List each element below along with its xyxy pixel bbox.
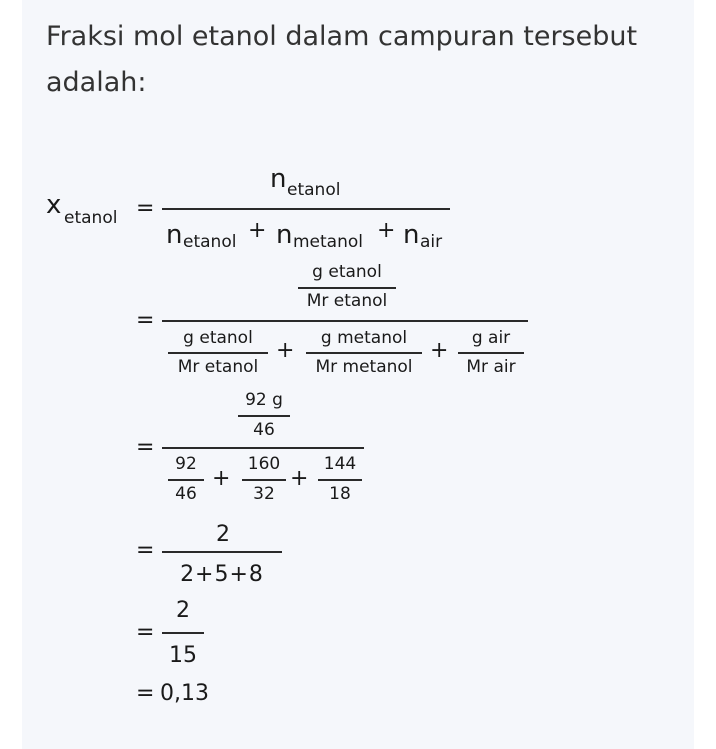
- numerator-2: 2: [176, 598, 190, 623]
- value-18: 18: [329, 484, 351, 504]
- numerator-g-etanol: g etanol: [312, 262, 382, 282]
- fraction-bar: [238, 415, 290, 417]
- n-symbol: n: [166, 220, 183, 250]
- plus-sign: +: [212, 466, 231, 491]
- value-46: 46: [253, 420, 275, 440]
- value-46: 46: [175, 484, 197, 504]
- n-symbol: n: [403, 220, 420, 250]
- equals-sign: =: [136, 620, 155, 645]
- fraction-bar: [242, 479, 286, 481]
- numerator-2: 2: [216, 522, 230, 547]
- mr-air: Mr air: [466, 357, 516, 377]
- result-value: 0,13: [160, 681, 209, 706]
- denominator-sum: 2+5+8: [180, 562, 264, 587]
- value-92g: 92 g: [245, 390, 283, 410]
- plus-sign: +: [248, 218, 267, 243]
- n-symbol: n: [270, 164, 287, 194]
- fraction-bar: [162, 320, 528, 322]
- fraction-bar: [168, 352, 268, 354]
- value-92: 92: [175, 454, 197, 474]
- fraction-bar: [458, 352, 524, 354]
- mr-etanol: Mr etanol: [177, 357, 259, 377]
- fraction-bar: [168, 479, 204, 481]
- subscript-air: air: [420, 232, 443, 252]
- value-32: 32: [253, 484, 275, 504]
- plus-sign: +: [377, 218, 396, 243]
- subscript-metanol: metanol: [293, 232, 364, 252]
- g-air: g air: [471, 328, 511, 348]
- x-symbol: x: [46, 190, 62, 220]
- subscript-etanol: etanol: [183, 232, 237, 252]
- equals-sign: =: [136, 681, 155, 706]
- value-160: 160: [247, 454, 281, 474]
- mr-metanol: Mr metanol: [315, 357, 413, 377]
- fraction-bar: [318, 479, 362, 481]
- fraction-bar: [162, 447, 364, 449]
- fraction-bar: [162, 551, 282, 553]
- fraction-bar: [162, 632, 204, 634]
- fraction-bar: [306, 352, 422, 354]
- subscript-etanol: etanol: [287, 180, 341, 200]
- equals-sign: =: [136, 435, 155, 460]
- plus-sign: +: [276, 338, 295, 363]
- fraction-bar: [162, 208, 450, 210]
- x-subscript: etanol: [64, 208, 118, 228]
- fraction-bar: [298, 287, 396, 289]
- value-144: 144: [323, 454, 357, 474]
- plus-sign: +: [290, 466, 309, 491]
- denominator-15: 15: [169, 643, 197, 668]
- intro-text: Fraksi mol etanol dalam campuran tersebut adalah:: [46, 21, 638, 98]
- plus-sign: +: [430, 338, 449, 363]
- equals-sign: =: [136, 308, 155, 333]
- equals-sign: =: [136, 538, 155, 563]
- n-symbol: n: [276, 220, 293, 250]
- numerator-mr-etanol: Mr etanol: [306, 291, 388, 311]
- g-metanol: g metanol: [320, 328, 408, 348]
- g-etanol: g etanol: [183, 328, 253, 348]
- equals-sign: =: [136, 196, 155, 221]
